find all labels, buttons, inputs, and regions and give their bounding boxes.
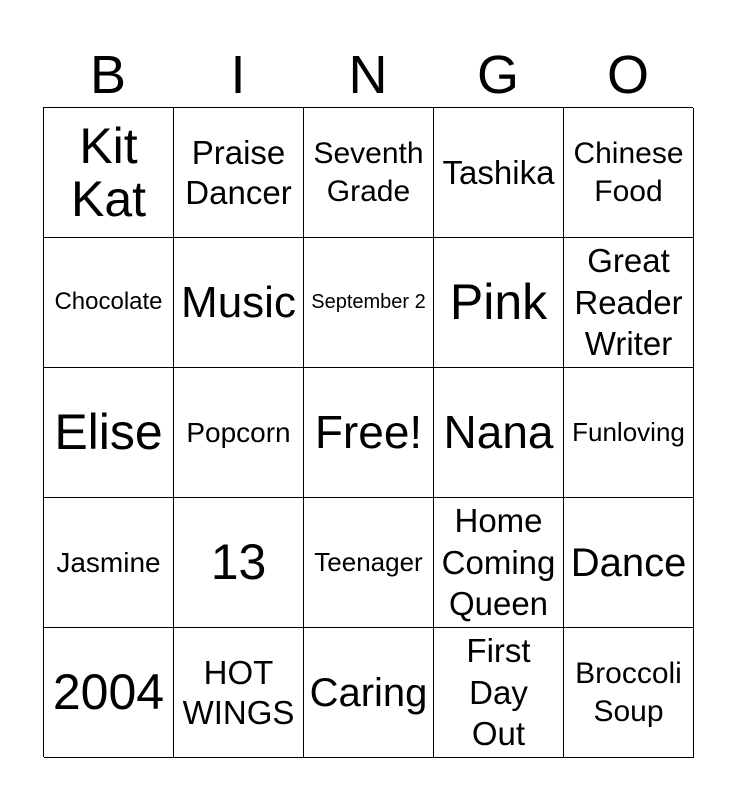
bingo-board [43, 107, 693, 757]
bingo-cell[interactable] [174, 108, 304, 238]
bingo-cell[interactable] [304, 238, 434, 368]
cell-label: 2004 [52, 664, 165, 721]
cell-label: Caring [309, 670, 428, 715]
cell-label: Home Coming Queen [441, 502, 556, 623]
cell-label: Broccoli Soup [575, 657, 682, 728]
cell-label: Jasmine [56, 546, 161, 578]
cell-label: Teenager [314, 546, 423, 577]
cell-label: Chocolate [54, 288, 163, 316]
cell-label: First Day Out [466, 632, 531, 753]
cell-label: Funloving [572, 416, 685, 447]
bingo-cell[interactable] [174, 498, 304, 628]
cell-label: Pink [449, 274, 548, 331]
cell-label: Elise [54, 404, 163, 461]
cell-label: Dance [570, 540, 687, 585]
bingo-header [43, 44, 693, 106]
bingo-cell[interactable] [564, 368, 694, 498]
bingo-cell[interactable] [434, 368, 564, 498]
cell-label: Nana [443, 405, 554, 458]
bingo-cell[interactable] [434, 108, 564, 238]
bingo-cell[interactable] [434, 498, 564, 628]
bingo-cell[interactable] [564, 498, 694, 628]
bingo-cell[interactable] [174, 368, 304, 498]
cell-label: Seventh Grade [313, 137, 424, 208]
bingo-cell[interactable] [44, 108, 174, 238]
cell-label: 13 [210, 534, 267, 591]
bingo-cell[interactable] [304, 108, 434, 238]
bingo-cell[interactable] [304, 498, 434, 628]
bingo-cell[interactable] [564, 628, 694, 758]
bingo-cell[interactable] [434, 238, 564, 368]
header-letter-b: B [89, 45, 127, 105]
header-letter-n: N [348, 45, 388, 105]
cell-label: Tashika [442, 153, 555, 191]
bingo-cell[interactable] [174, 628, 304, 758]
bingo-cell[interactable] [174, 238, 304, 368]
bingo-cell[interactable] [434, 628, 564, 758]
cell-label: Popcorn [186, 416, 291, 448]
bingo-cell[interactable] [44, 498, 174, 628]
bingo-cell[interactable] [304, 628, 434, 758]
bingo-cell[interactable] [564, 108, 694, 238]
cell-label: HOT WINGS [182, 653, 295, 731]
cell-label: September 2 [311, 291, 426, 313]
cell-label: Free! [314, 405, 423, 458]
bingo-cell[interactable] [44, 628, 174, 758]
bingo-cell[interactable] [44, 238, 174, 368]
cell-label: Kit Kat [70, 118, 147, 227]
bingo-cell[interactable] [304, 368, 434, 498]
bingo-cell[interactable] [44, 368, 174, 498]
bingo-cell[interactable] [564, 238, 694, 368]
cell-label: Chinese Food [573, 137, 684, 208]
cell-label: Great Reader Writer [574, 242, 683, 363]
header-letter-i: I [230, 45, 246, 105]
cell-label: Praise Dancer [185, 133, 292, 211]
cell-label: Music [181, 277, 296, 327]
header-letter-o: O [606, 45, 649, 105]
header-letter-g: G [476, 45, 519, 105]
